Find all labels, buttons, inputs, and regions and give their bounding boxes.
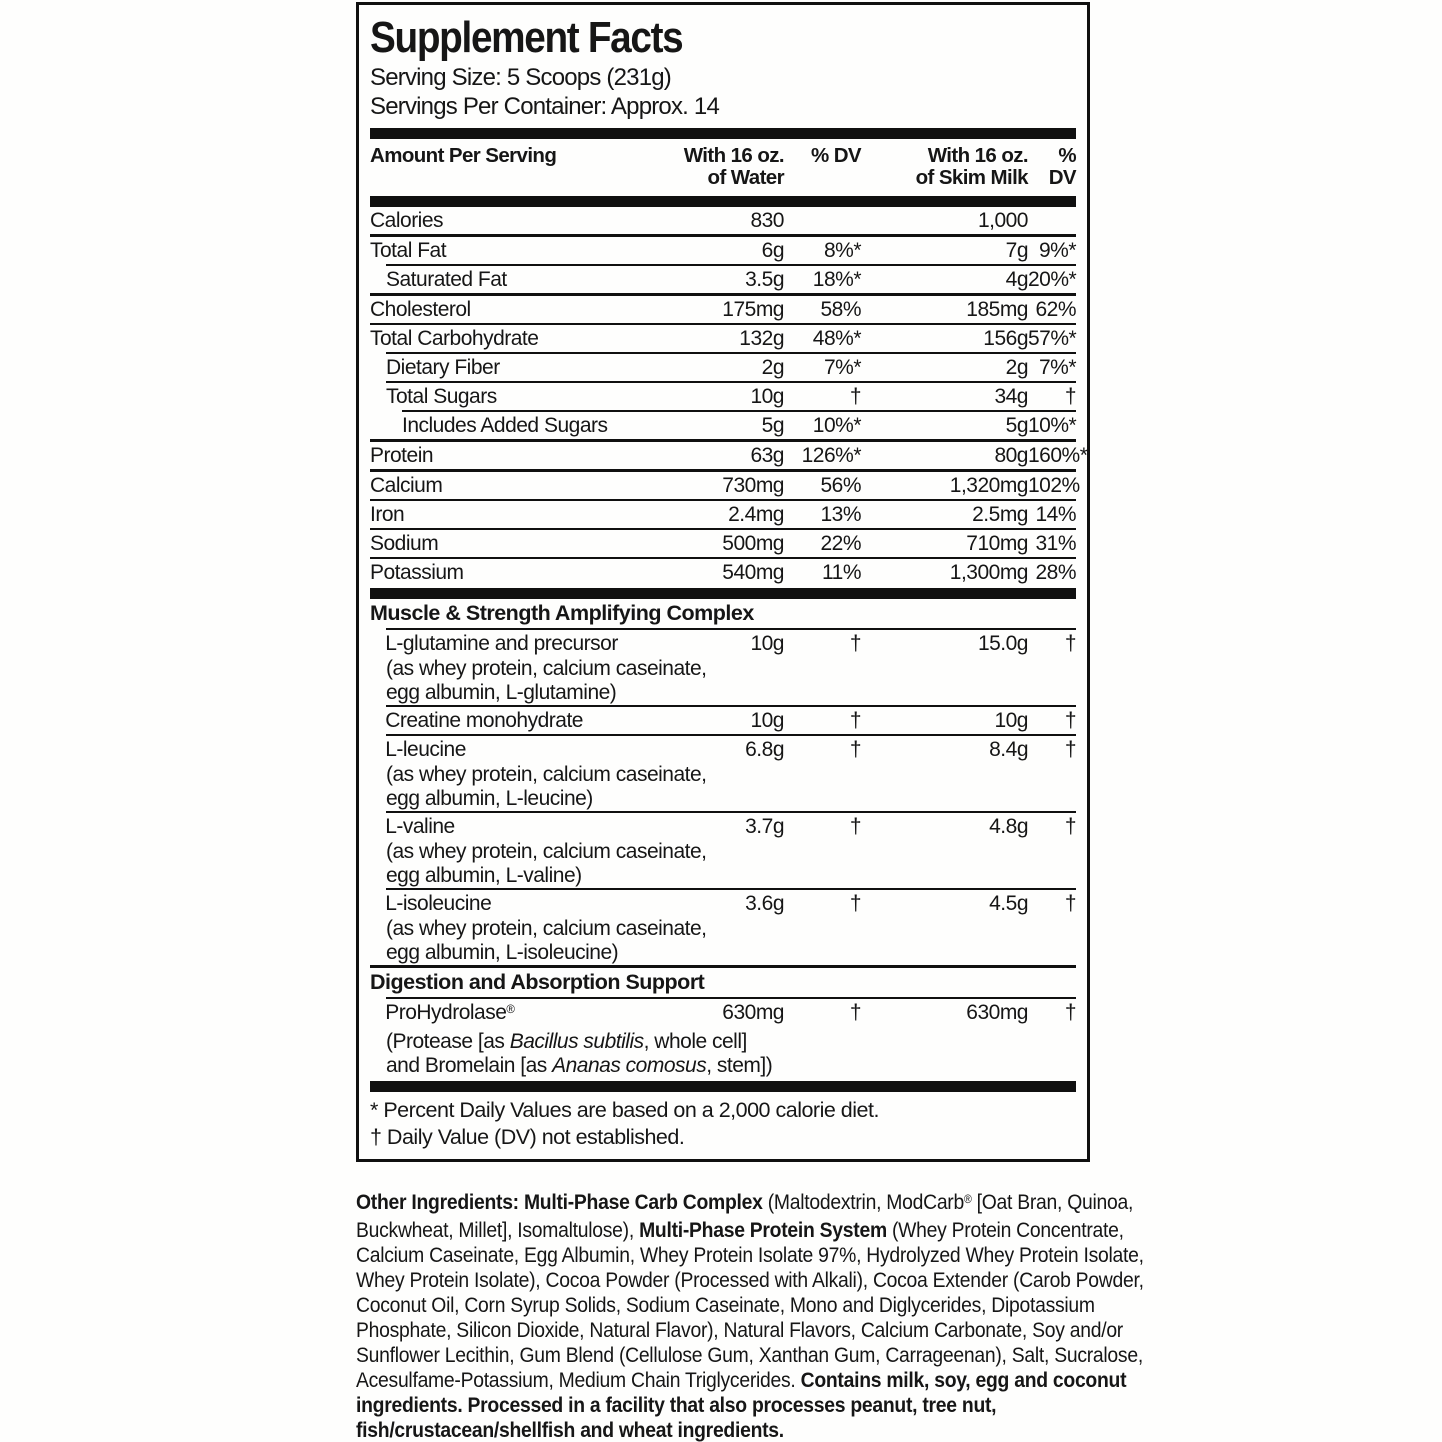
nutrient-row: [370, 999, 1076, 1030]
water-dv: 7%*: [823, 356, 861, 379]
water-amount: 10g: [750, 709, 784, 732]
other-ingredients-paragraph: [356, 1190, 1144, 1442]
text-segment: Contains milk, soy, egg and coconut: [800, 1368, 1127, 1392]
milk-amount: 7g: [1005, 239, 1028, 262]
milk-dv: †: [1064, 385, 1076, 408]
supplement-facts-panel: [356, 2, 1090, 1162]
nutrient-name: Calories: [370, 209, 444, 232]
ingredient-detail: [370, 787, 1076, 811]
nutrient-name: Includes Added Sugars: [402, 414, 608, 437]
ingredient-detail: [370, 917, 1076, 941]
milk-amount: 4.8g: [989, 815, 1028, 838]
ingredients-line: [356, 1268, 1144, 1293]
water-dv: †: [849, 892, 861, 915]
milk-amount: 4g: [1005, 268, 1028, 291]
water-amount: 730mg: [722, 474, 784, 497]
water-amount: 63g: [750, 444, 784, 467]
water-dv: †: [849, 632, 861, 655]
water-amount: 3.5g: [745, 268, 784, 291]
nutrient-name: Total Sugars: [386, 385, 497, 408]
text-segment: egg albumin, L-isoleucine): [386, 941, 619, 964]
milk-dv: †: [1064, 709, 1076, 732]
nutrient-name: Potassium: [370, 561, 464, 584]
water-dv: 22%: [820, 532, 861, 555]
nutrient-name: L-valine: [385, 815, 455, 838]
text-segment: Whey Protein Isolate), Cocoa Powder (Processed with Alkali), Cocoa Extender (Carob Powder,: [356, 1268, 1144, 1292]
text-segment: Sunflower Lecithin, Gum Blend (Cellulose Gum, Xanthan Gum, Carrageenan), Salt, Sucralose,: [356, 1343, 1143, 1367]
text-segment: [Oat Bran, Quinoa,: [971, 1190, 1134, 1214]
milk-dv: 160%*: [1028, 444, 1088, 467]
milk-dv: 57%*: [1028, 327, 1077, 350]
milk-dv: †: [1064, 815, 1076, 838]
milk-amount: 4.5g: [989, 892, 1028, 915]
milk-dv: 14%: [1035, 503, 1076, 526]
nutrient-row: [370, 207, 1076, 234]
text-segment: egg albumin, L-glutamine): [386, 681, 617, 704]
milk-amount: 2g: [1005, 356, 1028, 379]
water-amount: 500mg: [722, 532, 784, 555]
water-amount: 132g: [739, 327, 784, 350]
footnote-dv: * Percent Daily Values are based on a 2,000 calorie diet.: [370, 1098, 879, 1122]
nutrient-row: [370, 354, 1076, 381]
nutrient-row: [370, 472, 1080, 499]
ingredients-line: [356, 1343, 1143, 1368]
ingredient-detail: [370, 657, 1076, 681]
milk-amount: 34g: [994, 385, 1028, 408]
table-header: [370, 139, 1076, 196]
nutrient-row: [370, 325, 1076, 352]
nutrient-row: [370, 813, 1076, 840]
water-dv: 126%*: [801, 444, 861, 467]
text-segment: Multi-Phase Protein System: [639, 1218, 887, 1242]
nutrient-name: Iron: [370, 503, 405, 526]
nutrient-row: [370, 736, 1076, 763]
text-segment: and Bromelain [as: [386, 1054, 553, 1077]
ingredient-detail: [370, 1054, 1076, 1078]
water-amount: 3.7g: [745, 815, 784, 838]
text-segment: egg albumin, L-leucine): [386, 787, 593, 810]
nutrient-table: [370, 207, 1088, 586]
milk-dv: 102%: [1028, 474, 1080, 497]
nutrient-name: Sodium: [370, 532, 439, 555]
water-dv: †: [849, 815, 861, 838]
nutrient-name: Calcium: [370, 474, 443, 497]
text-segment: egg albumin, L-valine): [386, 864, 582, 887]
ingredients-line: [356, 1190, 1134, 1218]
water-amount: 5g: [761, 414, 784, 437]
footnote-dagger: † Daily Value (DV) not established.: [370, 1125, 685, 1149]
water-amount: 6g: [761, 239, 784, 262]
text-segment: Other Ingredients: Multi-Phase Carb Complex: [356, 1190, 763, 1214]
nutrient-name: L-leucine: [385, 738, 466, 761]
water-amount: 540mg: [722, 561, 784, 584]
milk-dv: 62%: [1035, 298, 1076, 321]
water-amount: 3.6g: [745, 892, 784, 915]
milk-dv: [1028, 207, 1076, 234]
water-amount: 10g: [750, 385, 784, 408]
nutrient-row: [370, 266, 1076, 293]
text-segment: Buckwheat, Millet], Isomaltulose),: [356, 1218, 640, 1242]
text-segment: Phosphate, Silicon Dioxide, Natural Flavor), Natural Flavors, Calcium Carbonate, Soy and/or: [356, 1318, 1123, 1342]
text-segment: (as whey protein, calcium caseinate,: [386, 840, 707, 863]
milk-amount: 1,000: [977, 209, 1028, 232]
ingredient-detail: [370, 840, 1076, 864]
section-header: Muscle & Strength Amplifying Complex: [370, 601, 754, 625]
text-segment: Coconut Oil, Corn Syrup Solids, Sodium Caseinate, Mono and Diglycerides, Dipotassium: [356, 1293, 1095, 1317]
text-segment: (Maltodextrin, ModCarb: [762, 1190, 964, 1214]
column-with-water: With 16 oz. of Water: [683, 144, 784, 189]
nutrient-row: [370, 412, 1076, 439]
milk-dv: †: [1064, 632, 1076, 655]
nutrient-row: [370, 890, 1076, 917]
nutrient-row: [370, 630, 1076, 657]
column-amount-per-serving: Amount Per Serving: [370, 144, 557, 167]
ingredients-line: [356, 1418, 1022, 1442]
milk-amount: 5g: [1005, 414, 1028, 437]
text-segment: (as whey protein, calcium caseinate,: [386, 763, 707, 786]
nutrient-row: [370, 237, 1076, 264]
milk-amount: 1,320mg: [949, 474, 1028, 497]
water-dv: [784, 207, 861, 234]
panel-title: Supplement Facts: [370, 13, 683, 62]
nutrient-name: Total Fat: [370, 239, 447, 262]
water-dv: 56%: [820, 474, 861, 497]
milk-dv: 20%*: [1028, 268, 1077, 291]
milk-amount: 156g: [983, 327, 1028, 350]
water-dv: 13%: [820, 503, 861, 526]
water-amount: 2g: [761, 356, 784, 379]
text-segment: ®: [963, 1191, 972, 1206]
nutrient-name: Cholesterol: [370, 298, 471, 321]
text-segment: Acesulfame-Potassium, Medium Chain Triglycerides.: [356, 1368, 801, 1392]
text-segment: Bacillus subtilis: [509, 1030, 644, 1053]
text-segment: (Whey Protein Concentrate,: [886, 1218, 1124, 1242]
milk-amount: 630mg: [966, 1001, 1028, 1024]
divider-bar-footnotes: [370, 1081, 1076, 1092]
milk-dv: †: [1064, 1001, 1076, 1024]
ingredient-detail: [370, 864, 1076, 888]
section-header: Digestion and Absorption Support: [370, 970, 705, 994]
water-dv: 10%*: [812, 414, 861, 437]
nutrient-row: [370, 707, 1076, 734]
ingredients-line: [356, 1393, 1022, 1418]
water-amount: 830: [750, 209, 784, 232]
water-dv: †: [849, 709, 861, 732]
nutrient-name: Protein: [370, 444, 434, 467]
text-segment: fish/crustacean/shellfish and wheat ingredients.: [356, 1418, 784, 1442]
milk-amount: 15.0g: [977, 632, 1028, 655]
water-dv: 48%*: [812, 327, 861, 350]
ingredients-line: [356, 1318, 1123, 1343]
ingredients-line: [356, 1243, 1144, 1268]
milk-dv: †: [1064, 738, 1076, 761]
text-segment: , whole cell]: [643, 1030, 747, 1053]
footnotes: [370, 1092, 1076, 1151]
ingredients-line: [356, 1368, 1127, 1393]
complex-sections: [370, 588, 1076, 1078]
serving-size: Serving Size: 5 Scoops (231g): [370, 64, 671, 91]
milk-dv: 28%: [1035, 561, 1076, 584]
ingredient-detail: [370, 763, 1076, 787]
milk-amount: 710mg: [966, 532, 1028, 555]
text-segment: ingredients. Processed in a facility that also processes peanut, tree nut,: [356, 1393, 997, 1417]
text-segment: Ananas comosus: [552, 1054, 707, 1077]
milk-amount: 1,300mg: [949, 561, 1028, 584]
servings-per-container: Servings Per Container: Approx. 14: [370, 93, 720, 120]
divider-bar-top: [370, 128, 1076, 139]
milk-dv: 10%*: [1028, 414, 1077, 437]
nutrient-name: L-glutamine and precursor: [385, 632, 618, 655]
water-dv: 11%: [822, 561, 861, 584]
registered-mark: ®: [506, 1003, 515, 1016]
milk-dv: †: [1064, 892, 1076, 915]
water-dv: †: [849, 738, 861, 761]
milk-dv: 31%: [1035, 532, 1076, 555]
nutrient-name: L-isoleucine: [385, 892, 492, 915]
column-milk-dv: % DV: [1048, 144, 1076, 189]
water-amount: 2.4mg: [728, 503, 784, 526]
milk-amount: 10g: [994, 709, 1028, 732]
milk-dv: 9%*: [1038, 239, 1076, 262]
water-amount: 6.8g: [745, 738, 784, 761]
text-segment: (as whey protein, calcium caseinate,: [386, 917, 707, 940]
nutrient-row: [370, 442, 1088, 469]
ingredients-line: [356, 1293, 1095, 1318]
column-water-dv: % DV: [810, 144, 861, 167]
water-dv: †: [849, 385, 861, 408]
text-segment: (as whey protein, calcium caseinate,: [386, 657, 707, 680]
text-segment: , stem]): [706, 1054, 773, 1077]
milk-amount: 80g: [994, 444, 1028, 467]
water-dv: †: [849, 1001, 861, 1024]
nutrient-name: Saturated Fat: [386, 268, 507, 291]
ingredients-line: [356, 1218, 1124, 1243]
water-dv: 18%*: [812, 268, 861, 291]
milk-amount: 2.5mg: [972, 503, 1028, 526]
nutrient-name: Dietary Fiber: [386, 356, 500, 379]
nutrient-name: Creatine monohydrate: [385, 709, 583, 732]
nutrient-name: Total Carbohydrate: [370, 327, 539, 350]
nutrient-row: [370, 296, 1076, 323]
column-with-skim-milk: With 16 oz. of Skim Milk: [915, 144, 1028, 189]
water-amount: 10g: [750, 632, 784, 655]
water-amount: 175mg: [722, 298, 784, 321]
milk-amount: 185mg: [966, 298, 1028, 321]
text-segment: Calcium Caseinate, Egg Albumin, Whey Protein Isolate 97%, Hydrolyzed Whey Protein Isolate,: [356, 1243, 1144, 1267]
ingredient-detail: [370, 941, 1076, 965]
section-divider-bar: [370, 588, 1076, 599]
milk-dv: 7%*: [1038, 356, 1076, 379]
nutrient-name: ProHydrolase®: [385, 1001, 515, 1024]
ingredient-detail: [370, 1030, 1076, 1054]
milk-amount: 8.4g: [989, 738, 1028, 761]
water-dv: 8%*: [823, 239, 861, 262]
nutrient-row: [370, 501, 1076, 528]
water-dv: 58%: [820, 298, 861, 321]
nutrient-row: [370, 383, 1076, 410]
ingredient-detail: [370, 681, 1076, 705]
text-segment: (Protease [as: [386, 1030, 510, 1053]
nutrient-row: [370, 559, 1076, 586]
water-amount: 630mg: [722, 1001, 784, 1024]
divider-bar-header: [370, 196, 1076, 207]
nutrient-row: [370, 530, 1076, 557]
